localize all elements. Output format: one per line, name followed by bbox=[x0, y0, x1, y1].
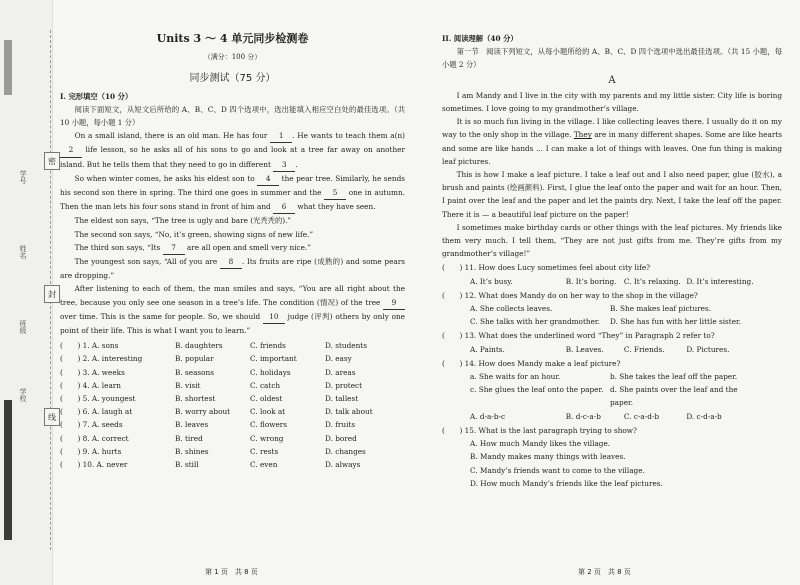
option-row: ( ) 3. A. weeks B. seasons C. holidays D. areas bbox=[60, 367, 356, 377]
cloze-instructions: 阅读下面短文，从短文后所给的 A、B、C、D 四个选项中，选出能填入相应空白处的最佳选项。（共 10 小题，每小题 1 分） bbox=[60, 104, 405, 128]
passage-label: A bbox=[608, 74, 616, 86]
option-row: ( ) 5. A. youngest B. shortest C. oldest D. tallest bbox=[60, 394, 359, 404]
passage-paragraph-3: This is how I make a leaf picture. I take a leaf out and I also need paper, glue (胶水), a brush and paints (绘画颜料). First, I glue the leaf onto the paper and wait for an hour. Then, I paint over the leaf and the paper and let the paints dry. Next, I take the leaf off the paper. There it is — a beautiful leaf picture on the paper! bbox=[442, 170, 782, 219]
page-2 bbox=[442, 0, 782, 490]
reading-instructions: 第一节 阅读下列短文，从每小题所给的 A、B、C、D 四个选项中选出最佳选项。（共 15 小题，每小题 2 分） bbox=[442, 47, 782, 70]
school-label: 学校 bbox=[19, 388, 27, 402]
binding-strip-top bbox=[4, 40, 12, 95]
question-15-option-c: C. Mandy’s friends want to come to the village. bbox=[470, 465, 645, 475]
question-11-options: A. It’s busy. B. It’s boring. C. It’s relaxing. D. It’s interesting. bbox=[470, 276, 754, 286]
question-15-option-a: A. How much Mandy likes the village. bbox=[470, 439, 611, 449]
cloze-options bbox=[60, 339, 405, 471]
cloze-section-title: I. 完形填空（10 分） bbox=[60, 91, 133, 101]
question-14: ( ) 14. How does Mandy make a leaf picture? bbox=[442, 358, 621, 368]
cloze-paragraph-1: On a small island, there is an old man. He has four 1 . He wants to teach them a(n) 2 life lesson, so he asks all of his sons to go and look at a tree far away on another island. But he tells them that they need to go in different 3 . bbox=[60, 129, 405, 172]
binding-strip-bottom bbox=[4, 400, 12, 540]
cloze-paragraph-7: After listening to each of them, the man smiles and says, “You are all right about the tree, because you only see one season in a tree’s life. The condition (情况) of the tree 9 over time. This is the same for people. So, we should 10 judge (评判) others by only one point of their life. This is what I want you to learn.” bbox=[60, 284, 405, 336]
question-13-options: A. Paints. B. Leaves. C. Friends. D. Pictures. bbox=[470, 344, 730, 354]
page-1-footer: 第 1 页 共 8 页 bbox=[205, 568, 258, 576]
student-id-label: 学号 bbox=[19, 170, 27, 184]
passage-paragraph-1: I am Mandy and I live in the city with my parents and my little sister. City life is boring sometimes. I love going to my grandmother’s village. bbox=[442, 90, 782, 114]
question-15: ( ) 15. What is the last paragraph trying to show? bbox=[442, 425, 637, 435]
question-11: ( ) 11. How does Lucy sometimes feel about city life? bbox=[442, 263, 651, 273]
passage-paragraph-2: It is so much fun living in the village. I like collecting leaves there. I usually do it on my way to the only shop in the village. They are in many different shapes. Some are like hearts and some are like hands ... I can make a lot of things with leaves. One fun thing is making leaf pictures. bbox=[442, 117, 782, 166]
option-row: ( ) 8. A. correct B. tired C. wrong D. bored bbox=[60, 433, 357, 443]
question-12-options: C. She talks with her grandmother. D. She has fun with her little sister. bbox=[470, 317, 742, 327]
seal-mi: 密 bbox=[44, 152, 60, 170]
cloze-paragraph-2: So when winter comes, he asks his eldest son to 4 the pear tree. Similarly, he sends his second son there in spring. The third one goes in summer and the 5 one in autumn. Then the man lets his four sons stand in front of him and 6 what they have seen. bbox=[60, 172, 405, 215]
passage-paragraph-4: I sometimes make birthday cards or other things with the leaf pictures. My friends like them very much. I tell them, “They are not just gifts from me. They’re gifts from my grandmother’s village!” bbox=[442, 222, 782, 259]
test-heading: 同步测试（75 分） bbox=[189, 73, 276, 85]
question-13: ( ) 13. What does the underlined word “They” in Paragraph 2 refer to? bbox=[442, 331, 715, 341]
question-12: ( ) 12. What does Mandy do on her way to the shop in the village? bbox=[442, 290, 698, 300]
seal-xian: 线 bbox=[44, 408, 60, 426]
cloze-paragraph-6: The youngest son says, “All of you are 8 . Its fruits are ripe (成熟的) and some pears are dropping.” bbox=[60, 257, 405, 281]
page-2-footer: 第 2 页 共 8 页 bbox=[578, 568, 631, 576]
question-15-option-b: B. Mandy makes many things with leaves. bbox=[470, 452, 626, 462]
question-14-steps: c. She glues the leaf onto the paper. d. She paints over the leaf and the paper. bbox=[470, 385, 738, 408]
page-title: Units 3 ～ 4 单元同步检测卷 bbox=[156, 32, 309, 45]
option-row: ( ) 4. A. learn B. visit C. catch D. protect bbox=[60, 380, 363, 390]
total-score: （满分：100 分） bbox=[203, 53, 262, 62]
question-14-steps: a. She waits for an hour. b. She takes the leaf off the paper. bbox=[470, 372, 738, 382]
option-row: ( ) 6. A. laugh at B. worry about C. look at D. talk about bbox=[60, 407, 373, 417]
question-14-options: A. d-a-b-c B. d-c-a-b C. c-a-d-b D. c-d-a-b bbox=[470, 411, 722, 421]
page-1 bbox=[60, 0, 405, 471]
reading-section-title: II. 阅读理解（40 分） bbox=[442, 34, 518, 43]
cloze-paragraph-4: The second son says, “No, it’s green, showing signs of new life.” bbox=[74, 229, 314, 239]
cloze-paragraph-5: The third son says, “Its 7 are all open and smell very nice.” bbox=[60, 241, 405, 255]
name-label: 姓名 bbox=[19, 245, 27, 259]
option-row: ( ) 10. A. never B. still C. even D. always bbox=[60, 460, 361, 470]
class-label: 班级 bbox=[19, 320, 27, 334]
option-row: ( ) 2. A. interesting B. popular C. important D. easy bbox=[60, 354, 352, 364]
option-row: ( ) 9. A. hurts B. shines C. rests D. changes bbox=[60, 446, 366, 456]
seal-feng: 封 bbox=[44, 285, 60, 303]
question-15-option-d: D. How much Mandy’s friends like the leaf pictures. bbox=[470, 478, 663, 488]
question-12-options: A. She collects leaves. B. She makes leaf pictures. bbox=[470, 304, 712, 314]
option-row: ( ) 1. A. sons B. daughters C. friends D. students bbox=[60, 341, 367, 351]
option-row: ( ) 7. A. seeds B. leaves C. flowers D. fruits bbox=[60, 420, 356, 430]
cloze-paragraph-3: The eldest son says, “The tree is ugly and bare (光秃秃的).” bbox=[74, 216, 292, 226]
